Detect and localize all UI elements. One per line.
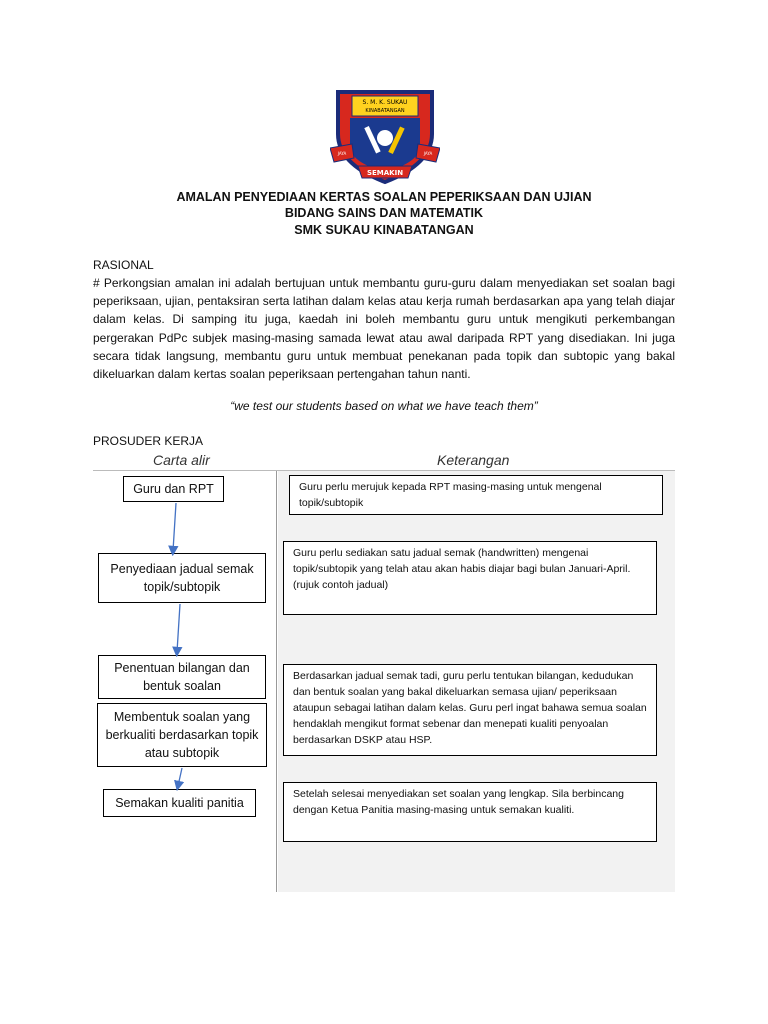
arrow-step1-to-step2 [173, 503, 176, 551]
column-header-flowchart: Carta alir [153, 452, 210, 468]
flow-step-guru-rpt: Guru dan RPT [123, 476, 224, 502]
flow-step-membentuk-soalan: Membentuk soalan yang berkualiti berdasarkan topik atau subtopik [97, 703, 267, 767]
motto-quote: “we test our students based on what we have teach them” [230, 399, 538, 413]
prosuder-heading: PROSUDER KERJA [93, 434, 204, 448]
note-semakan-kualiti: Setelah selesai menyediakan set soalan yang lengkap. Sila berbincang dengan Ketua Panitia masing-masing untuk semakan kualiti. [283, 782, 657, 842]
crest-motto: SEMAKIN [366, 169, 404, 177]
rasional-heading: RASIONAL [93, 258, 154, 272]
arrow-step2-to-step3 [177, 604, 180, 652]
doc-title-line3: SMK SUKAU KINABATANGAN [294, 223, 474, 237]
note-bilangan-soalan: Berdasarkan jadual semak tadi, guru perlu tentukan bilangan, kedudukan dan bentuk soalan yang bakal dikeluarkan semasa ujian/ peperiksaan ataupun sebagai latihan dalam kelas. Guru perl ingat bahawa semua soalan hendaklah mengikut format sebenar dan menepati kualiti penyoalan berdasarkan DSKP atau HSP. [283, 664, 657, 756]
school-crest-logo [330, 86, 440, 186]
crest-school-name-bottom: KINABATANGAN [365, 108, 405, 114]
doc-title-line2: BIDANG SAINS DAN MATEMATIK [284, 206, 484, 220]
note-guru-rpt: Guru perlu merujuk kepada RPT masing-masing untuk mengenal topik/subtopik [289, 475, 663, 515]
note-jadual-semak [283, 541, 657, 615]
column-header-description: Keterangan [437, 452, 510, 468]
flow-step-bilangan-soalan: Penentuan bilangan dan bentuk soalan [98, 655, 266, 699]
arrow-step4-to-step5 [178, 768, 182, 786]
doc-title-line1: AMALAN PENYEDIAAN KERTAS SOALAN PEPERIKSAAN DAN UJIAN [176, 190, 592, 204]
note-jadual-semak-reference: (rujuk contoh jadual) [293, 579, 389, 591]
flow-step-jadual-semak: Penyediaan jadual semak topik/subtopik [98, 553, 266, 603]
crest-side-left: JAYA [337, 151, 347, 156]
note-jadual-semak-text: Guru perlu sediakan satu jadual semak (handwritten) mengenai topik/subtopik yang telah atau akan habis diajar bagi bulan Januari-April. [293, 547, 631, 575]
column-divider [276, 471, 277, 892]
crest-school-name-top: S. M. K. SUKAU [362, 99, 408, 106]
flow-step-semakan-kualiti: Semakan kualiti panitia [103, 789, 256, 817]
crest-side-right: JAYA [423, 151, 433, 156]
rasional-paragraph: # Perkongsian amalan ini adalah bertujuan untuk membantu guru-guru dalam menyediakan set soalan bagi peperiksaan, ujian, pentaksiran serta latihan dalam kelas atau kerja rumah berdasarkan apa yang telah diajar dalam kelas. Di samping itu juga, kaedah ini boleh membantu guru untuk mengikuti perkembangan pergerakan PdPc subjek masing-masing samada lewat atau awal daripada RPT yang disediakan. Ini juga secara tidak langsung, membantu guru untuk membuat penekanan pada topik dan subtopic yang bakal dikeluarkan dalam kertas soalan peperiksaan pertengahan tahun nanti. [93, 276, 675, 382]
